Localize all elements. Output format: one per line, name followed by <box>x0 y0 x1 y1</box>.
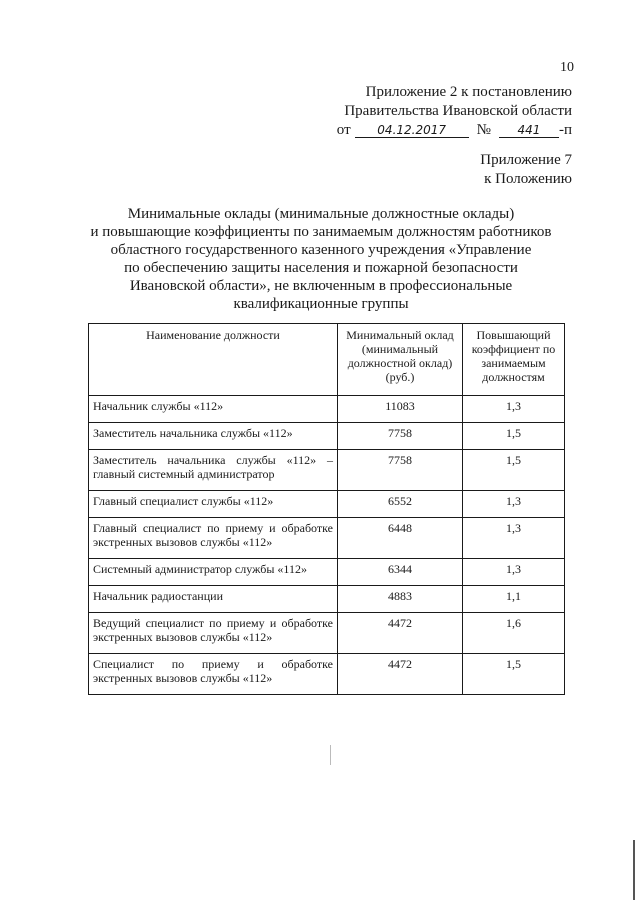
coefficient-cell: 1,3 <box>463 396 565 423</box>
position-cell: Начальник службы «112» <box>89 396 338 423</box>
document-title <box>80 205 562 313</box>
handwritten-number: 441 <box>499 123 559 138</box>
header-salary: Минимальный оклад (минимальный должностной оклад) (руб.) <box>338 324 463 396</box>
table-row <box>89 491 565 518</box>
table-row <box>89 450 565 491</box>
table-row <box>89 518 565 559</box>
appendix-7-line-1: Приложение 7 <box>480 152 572 168</box>
title-line: Минимальные оклады (минимальные должностные оклады) <box>127 206 515 222</box>
coefficient-cell: 1,5 <box>463 423 565 450</box>
position-cell: Заместитель начальника службы «112» – главный системный администратор <box>89 450 338 491</box>
title-line: квалификационные группы <box>233 296 409 312</box>
appendix-line-1: Приложение 2 к постановлению <box>365 84 572 100</box>
table-row <box>89 396 565 423</box>
salary-cell: 6448 <box>338 518 463 559</box>
appendix-7-header <box>372 151 572 189</box>
table-row <box>89 559 565 586</box>
table-row <box>89 423 565 450</box>
title-line: по обеспечению защиты населения и пожарной безопасности <box>124 260 518 276</box>
salary-cell: 4883 <box>338 586 463 613</box>
position-cell: Ведущий специалист по приему и обработке экстренных вызовов службы «112» <box>89 613 338 654</box>
appendix-7-line-2: к Положению <box>484 171 572 187</box>
position-cell: Главный специалист службы «112» <box>89 491 338 518</box>
salary-cell: 7758 <box>338 423 463 450</box>
coefficient-cell: 1,1 <box>463 586 565 613</box>
header-position: Наименование должности <box>89 324 338 396</box>
salary-cell: 11083 <box>338 396 463 423</box>
position-cell: Заместитель начальника службы «112» <box>89 423 338 450</box>
salary-cell: 4472 <box>338 654 463 695</box>
appendix-line-2: Правительства Ивановской области <box>344 103 572 119</box>
coefficient-cell: 1,5 <box>463 450 565 491</box>
scan-artifact <box>330 745 331 765</box>
appendix-date-line <box>312 121 572 140</box>
coefficient-cell: 1,3 <box>463 518 565 559</box>
table-row <box>89 654 565 695</box>
coefficient-cell: 1,3 <box>463 491 565 518</box>
title-line: и повышающие коэффициенты по занимаемым должностям работников <box>90 224 552 240</box>
title-line: областного государственного казенного учреждения «Управление <box>110 242 532 258</box>
handwritten-date: 04.12.2017 <box>355 123 469 138</box>
appendix-header <box>312 83 572 140</box>
header-coefficient: Повышающий коэффициент по занимаемым должностям <box>463 324 565 396</box>
position-cell: Главный специалист по приему и обработке экстренных вызовов службы «112» <box>89 518 338 559</box>
table-row <box>89 613 565 654</box>
from-label: от <box>336 122 351 138</box>
number-suffix: -п <box>558 122 572 138</box>
number-label: № <box>476 122 491 138</box>
position-cell: Системный администратор службы «112» <box>89 559 338 586</box>
scan-edge-mark <box>633 840 635 900</box>
table-row <box>89 586 565 613</box>
coefficient-cell: 1,5 <box>463 654 565 695</box>
coefficient-cell: 1,3 <box>463 559 565 586</box>
salary-cell: 7758 <box>338 450 463 491</box>
position-cell: Специалист по приему и обработке экстренных вызовов службы «112» <box>89 654 338 695</box>
salary-table <box>88 323 565 695</box>
salary-cell: 6552 <box>338 491 463 518</box>
position-cell: Начальник радиостанции <box>89 586 338 613</box>
table-header-row <box>89 324 565 396</box>
salary-cell: 6344 <box>338 559 463 586</box>
salary-cell: 4472 <box>338 613 463 654</box>
coefficient-cell: 1,6 <box>463 613 565 654</box>
title-line: Ивановской области», не включенным в профессиональные <box>129 278 513 294</box>
page-number: 10 <box>560 60 574 75</box>
